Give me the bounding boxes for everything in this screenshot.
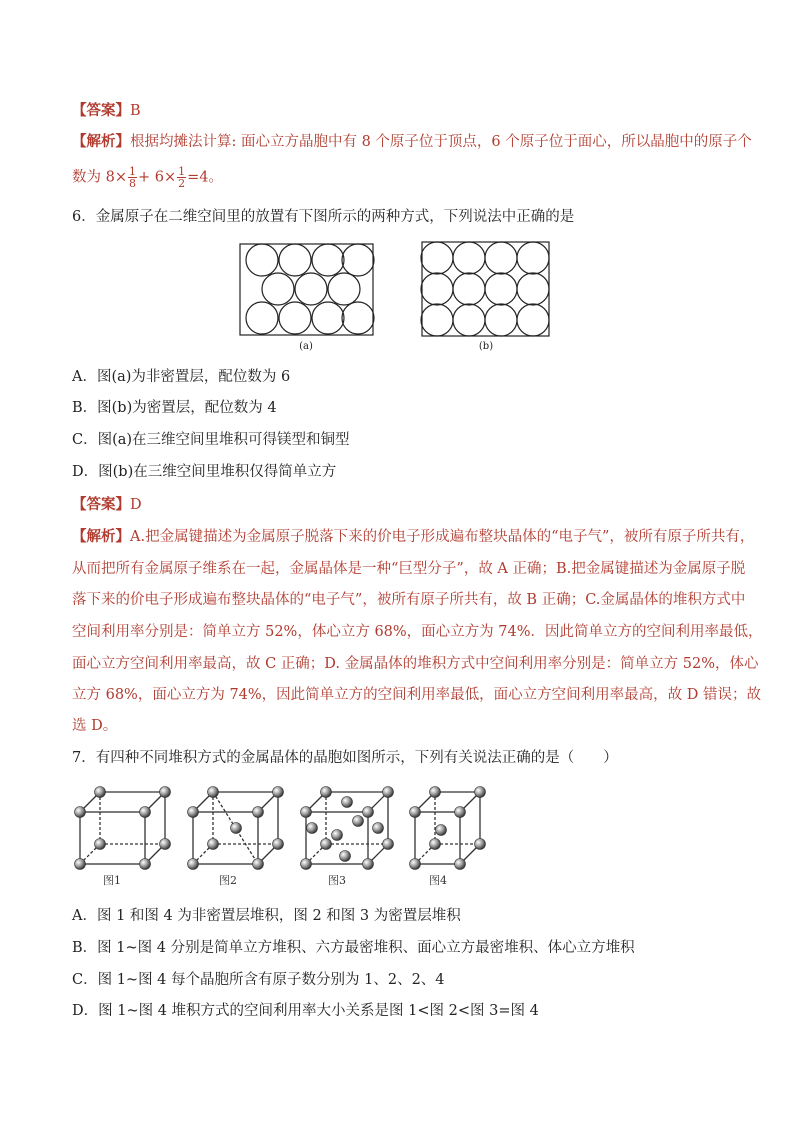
figure-a-label: (a)	[299, 341, 313, 352]
question-6-option-c: C．图(a)在三维空间里堆积可得镁型和铜型	[72, 432, 350, 448]
question-7-option-a: A．图 1 和图 4 为非密置层堆积，图 2 和图 3 为密置层堆积	[72, 908, 461, 924]
explanation-6-line7: 选 D。	[72, 718, 118, 734]
answer-value: D	[130, 497, 142, 513]
question-6-option-b: B．图(b)为密置层，配位数为 4	[72, 400, 277, 416]
formula-suffix: =4。	[187, 169, 223, 186]
unit-cell-1-simple-cubic	[80, 792, 165, 864]
explanation-6-line3: 落下来的价电子形成遍布整块晶体的“电子气”，被所有原子所共有，故 B 正确；C.金属晶体的堆积方式中	[72, 592, 746, 608]
explanation-6-line4: 空间利用率分别是：简单立方 52%，体心立方 68%，面心立方为 74%．因此简单立方的空间利用率最低，	[72, 624, 763, 640]
figure-label-2: 图2	[219, 874, 237, 887]
figure-label-4: 图4	[429, 874, 447, 887]
question-7-option-b: B．图 1~图 4 分别是简单立方堆积、六方最密堆积、面心立方最密堆积、体心立方堆积	[72, 940, 635, 956]
answer-6	[72, 495, 142, 515]
figure-label-1: 图1	[103, 874, 121, 887]
figure-b-square-layer	[421, 242, 549, 336]
answer-label: 【答案】	[72, 496, 130, 513]
explanation-5-line1	[72, 132, 752, 152]
answer-5	[72, 101, 141, 121]
unit-cell-2-atoms	[188, 787, 284, 870]
answer-value: B	[130, 103, 141, 119]
figure-b-label: (b)	[478, 341, 494, 352]
explanation-6-line5: 面心立方空间利用率最高，故 C 正确；D. 金属晶体的堆积方式中空间利用率分别是：简单立方 52%，体心	[72, 656, 759, 672]
unit-cell-1-atoms	[75, 787, 171, 870]
explanation-5-line2	[72, 166, 223, 189]
figure-q7-unit-cells	[0, 780, 794, 890]
explanation-6-line2: 从而把所有金属原子维系在一起，金属晶体是一种“巨型分子”，故 A 正确；B.把金属键描述为金属原子脱	[72, 561, 746, 577]
explanation-text: 根据均摊法计算: 面心立方晶胞中有 8 个原子位于顶点，6 个原子位于面心，所以晶胞中的原子个	[130, 134, 752, 150]
fraction-1-2: $\frac{1}{2}$	[178, 165, 186, 190]
question-6-option-d: D．图(b)在三维空间里堆积仅得简单立方	[72, 464, 337, 480]
explanation-text: A.把金属键描述为金属原子脱落下来的价电子形成遍布整块晶体的“电子气”，被所有原子所共有，	[130, 529, 755, 545]
explanation-6-line1	[72, 527, 754, 547]
answer-label: 【答案】	[72, 102, 130, 119]
figure-a-close-packed-layer	[240, 244, 374, 335]
unit-cell-3-atoms	[301, 787, 394, 870]
explanation-label: 【解析】	[72, 528, 130, 545]
explanation-6-line6: 立方 68%，面心立方为 74%，因此简单立方的空间利用率最低，面心立方空间利用率最高，故 D 错误；故	[72, 687, 762, 703]
explanation-label: 【解析】	[72, 133, 130, 150]
formula-mid: + 6×	[137, 169, 177, 186]
question-7-stem: 7．有四种不同堆积方式的金属晶体的晶胞如图所示，下列有关说法正确的是（ ）	[72, 750, 618, 766]
question-6-option-a: A．图(a)为非密置层，配位数为 6	[72, 369, 291, 385]
formula-prefix: 数为 8×	[72, 169, 127, 186]
unit-cell-4-atoms	[410, 787, 486, 870]
fraction-1-8: $\frac{1}{8}$	[128, 165, 136, 190]
question-6-stem: 6．金属原子在二维空间里的放置有下图所示的两种方式，下列说法中正确的是	[72, 209, 575, 225]
unit-cell-4-body-centered	[415, 792, 480, 864]
figure-q6-layers	[0, 238, 794, 353]
figure-label-3: 图3	[328, 874, 346, 887]
question-7-option-c: C．图 1~图 4 每个晶胞所含有原子数分别为 1、2、2、4	[72, 972, 445, 988]
question-7-option-d: D．图 1~图 4 堆积方式的空间利用率大小关系是图 1<图 2<图 3=图 4	[72, 1003, 539, 1019]
